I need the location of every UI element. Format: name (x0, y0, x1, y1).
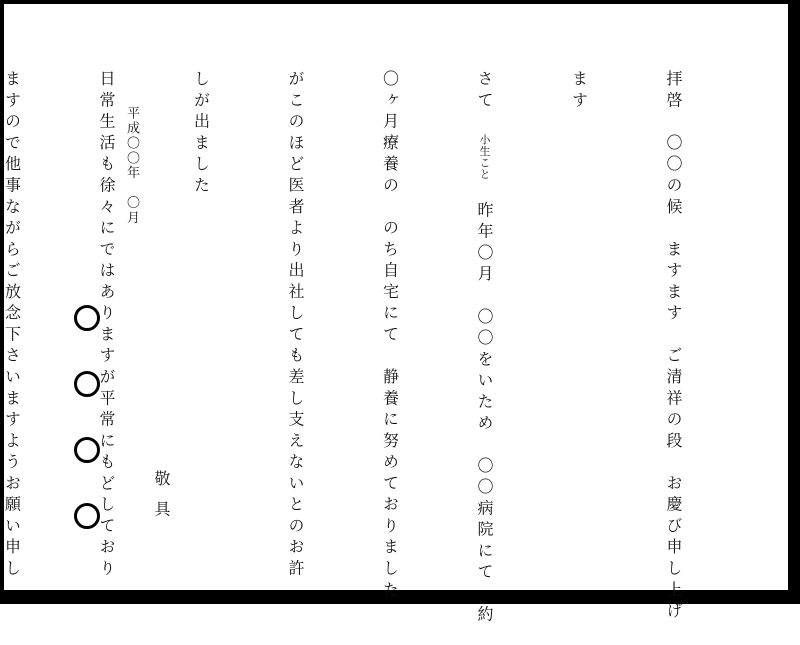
letter-line: 日常生活も徐々にではありますが平常にもどしており (97, 70, 116, 581)
letter-line: がこのほど医者より出社しても差し支えないとのお許 (286, 70, 305, 581)
closing-keigu: 敬具 (152, 470, 171, 531)
letter-line: ます (569, 70, 589, 113)
name-circle (74, 437, 100, 463)
letter-line: 〇ヶ月療養の のち自宅にて 静養に努めておりました (380, 70, 400, 602)
letter-line (469, 70, 501, 627)
letter-line-small-text: 小生こと (478, 133, 491, 181)
name-circle (74, 371, 100, 397)
name-circle (74, 503, 100, 529)
sender-name-placeholder (74, 305, 100, 569)
letter-line: しが出ました (191, 70, 211, 198)
date-line: 平成〇〇年 〇月 (124, 106, 139, 226)
letter-line: ますので他事ながらご放念下さいますようお願い申し (2, 70, 22, 581)
name-circle (74, 305, 100, 331)
letter-line-lead: さて (475, 70, 494, 134)
letter-line-rest: 昨年〇月 〇〇をいため 〇〇病院にて 約 (475, 180, 494, 627)
letter-line: 拝啓 〇〇の候 ますます ご清祥の段 お慶び申し上げ (664, 70, 683, 624)
letter-body (0, 70, 752, 627)
